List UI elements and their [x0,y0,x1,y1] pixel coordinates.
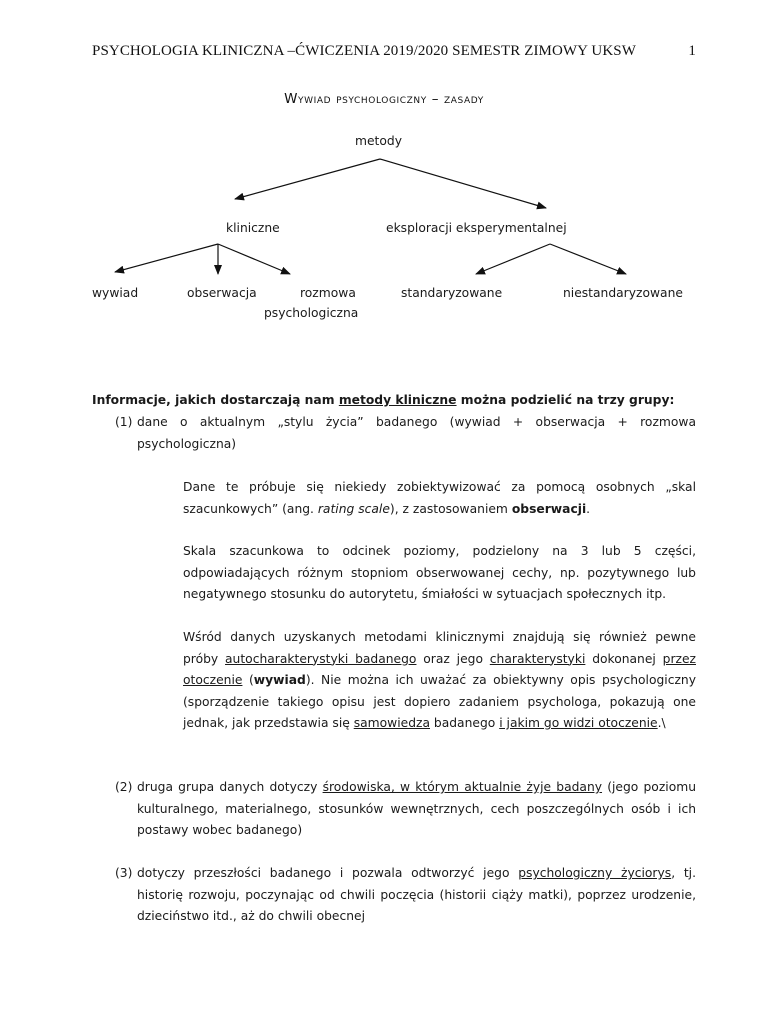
arrow-to-eksploracji [380,159,546,208]
para3-text-e: ). Nie można ich uważać za obiektywny opis psychologiczny (sporządzenie takiego opisu jest dopiero zadaniem psychologa, pokazują one jednak, jak przedstawia się [183,673,696,730]
page-number: 1 [688,43,696,59]
para3-underlined-3: przez otoczenie [183,651,696,687]
header-title: PSYCHOLOGIA KLINICZNA –ĆWICZENIA 2019/2020 SEMESTR ZIMOWY UKSW [92,43,636,59]
paragraph-self-characteristics [183,627,696,735]
para3-text-b: oraz jego [416,651,490,666]
paragraph-scale-definition [183,541,696,606]
list-number-2: (2) [115,780,133,794]
para3-text-c: dokonanej [585,651,663,666]
para3-underlined-4: samowiedza [353,716,430,730]
para2-text: Skala szacunkowa to odcinek poziomy, podzielony na 3 lub 5 części, odpowiadających różnym stopniom obserwowanej cechy, np. pozytywnego lub negatywnego stosunku do autorytetu, śmiałości w sytuacjach społecznych itp. [183,544,696,601]
node-obserwacja: obserwacja [187,286,257,300]
node-kliniczne: kliniczne [226,221,280,235]
arrow-to-wywiad [115,244,218,272]
para3-text-a: Wśród danych uzyskanych metodami klinicznymi znajdują się również pewne próby [183,630,696,666]
document-title: Wywiad psychologiczny – zasady [284,91,484,107]
list-item-3-text [137,863,696,928]
arrow-to-niestandaryzowane [550,244,626,274]
para1-italic: rating scale [317,501,390,516]
node-rozmowa-line2: psychologiczna [264,306,359,320]
para1-text-b: ), z zastosowaniem [389,501,512,516]
list-item-1-text: dane o aktualnym „stylu życia” badanego (wywiad + obserwacja + rozmowa psychologiczna) [137,415,696,451]
item2-underlined: środowiska, w którym aktualnie żyje badany [322,780,603,794]
list-number-3: (3) [115,866,133,880]
intro-text-2: można podzielić na trzy grupy: [456,393,675,407]
node-eksploracji: eksploracji eksperymentalnej [386,221,567,235]
list-item-1 [115,412,696,455]
arrow-to-kliniczne [235,159,380,199]
para3-underlined-2: charakterystyki [489,651,586,666]
arrow-to-rozmowa [218,244,290,274]
paragraph-rating-scale [183,477,696,520]
para1-text-a: Dane te próbuje się niekiedy zobiektywizować za pomocą osobnych „skal szacunkowych” (ang. [183,480,696,516]
intro-heading [92,390,696,412]
arrow-to-standaryzowane [476,244,550,274]
intro-underlined: metody kliniczne [338,393,457,407]
node-rozmowa: rozmowa [300,286,356,300]
item3-text-b: , tj. historię rozwoju, poczynając od chwili poczęcia (historii ciąży matki), poprzez urodzenie, dzieciństwo itd., aż do chwili obecnej [137,866,696,923]
list-item-2-text [137,777,696,842]
item3-underlined: psychologiczny życiorys [518,866,672,880]
node-standaryzowane: standaryzowane [401,286,503,300]
para1-bold: obserwacji [511,501,587,516]
node-wywiad: wywiad [92,286,139,300]
para3-underlined-1: autocharakterystyki badanego [225,651,417,666]
para3-underlined-5: i jakim go widzi otoczenie [499,716,658,730]
item2-text-b: (jego poziomu kulturalnego, materialnego, stosunków wewnętrznych, cech poszczególnych osób i ich postawy wobec badanego) [137,780,696,837]
list-item-2 [115,777,696,842]
para1-text-c: . [586,501,591,516]
item3-text-a: dotyczy przeszłości badanego i pozwala odtworzyć jego [137,866,519,880]
para3-text-g: .\ [657,716,666,730]
para3-text-f: badanego [430,716,500,730]
intro-text-1: Informacje, jakich dostarczają nam [92,393,339,407]
list-item-3 [115,863,696,928]
list-number-1: (1) [115,415,133,429]
node-metody: metody [355,134,402,148]
para3-bold: wywiad [253,673,306,687]
node-niestandaryzowane: niestandaryzowane [563,286,683,300]
item2-text-a: druga grupa danych dotyczy [137,780,323,794]
para3-text-d: ( [242,673,254,687]
